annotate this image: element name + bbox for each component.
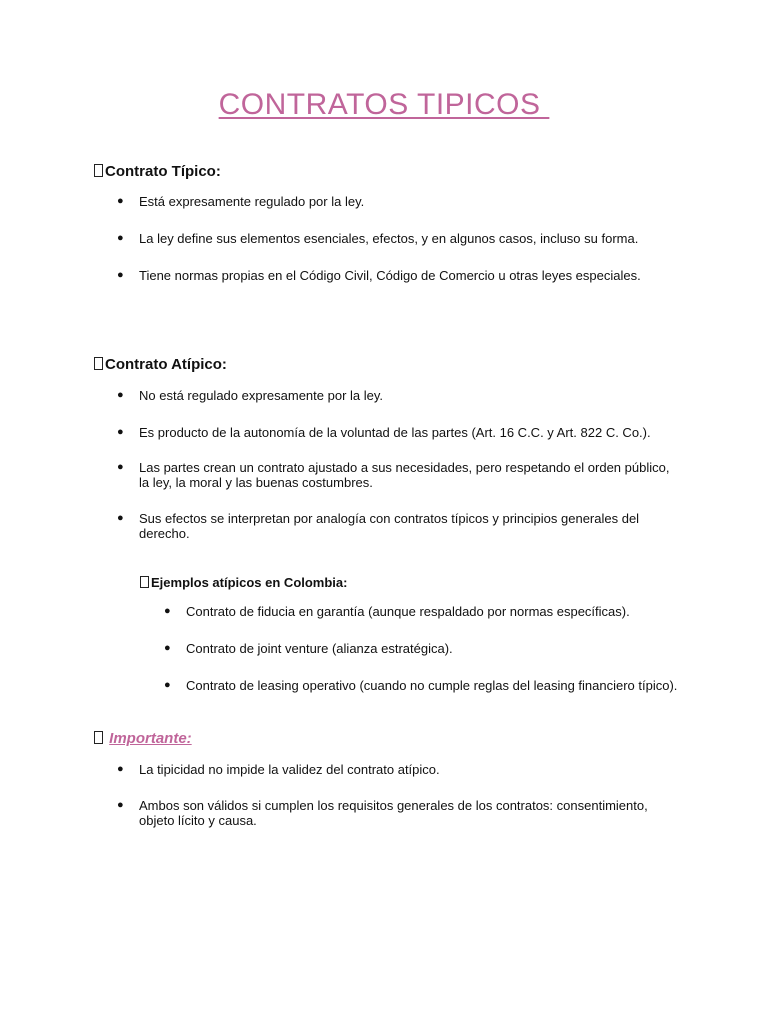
checkbox-glyph-icon xyxy=(140,576,149,588)
bullet-icon: ● xyxy=(117,195,124,207)
section-heading-importante xyxy=(94,730,192,747)
list-item xyxy=(117,762,679,777)
list-item-text: Es producto de la autonomía de la voluntad de las partes (Art. 16 C.C. y Art. 822 C. Co.). xyxy=(139,425,651,440)
bullet-icon: ● xyxy=(117,763,124,775)
bullet-icon: ● xyxy=(117,426,124,438)
bullet-icon: ● xyxy=(117,232,124,244)
list-item-text: Contrato de joint venture (alianza estratégica). xyxy=(186,641,453,656)
section-heading-importante-text: Importante: xyxy=(109,730,192,747)
list-item-text: Las partes crean un contrato ajustado a sus necesidades, pero respetando el orden público, la ley, la moral y las buenas costumbres. xyxy=(139,460,670,490)
list-ejemplos xyxy=(164,604,726,693)
section-heading-ejemplos-text: Ejemplos atípicos en Colombia: xyxy=(151,575,348,590)
list-item xyxy=(117,460,679,490)
list-item xyxy=(117,511,679,541)
bullet-icon: ● xyxy=(164,605,171,617)
bullet-icon: ● xyxy=(164,642,171,654)
list-item-text: Ambos son válidos si cumplen los requisitos generales de los contratos: consentimiento, objeto lícito y causa. xyxy=(139,798,648,828)
list-item-text: No está regulado expresamente por la ley. xyxy=(139,388,384,403)
bullet-icon: ● xyxy=(117,461,124,473)
section-heading-ejemplos xyxy=(140,575,347,590)
section-heading-atipico-text: Contrato Atípico: xyxy=(105,356,227,373)
list-item-text: Contrato de fiducia en garantía (aunque respaldado por normas específicas). xyxy=(186,604,630,619)
list-tipico xyxy=(117,194,699,283)
checkbox-glyph-icon xyxy=(94,164,103,177)
list-item xyxy=(164,678,726,693)
document-title: CONTRATOS TIPICOS xyxy=(218,88,550,121)
list-item-text: Está expresamente regulado por la ley. xyxy=(139,194,365,209)
list-item xyxy=(164,604,726,619)
list-atipico xyxy=(117,388,679,541)
list-item xyxy=(117,425,679,440)
bullet-icon: ● xyxy=(117,799,124,811)
list-item-text: La ley define sus elementos esenciales, efectos, y en algunos casos, incluso su forma. xyxy=(139,231,639,246)
list-item xyxy=(117,231,699,246)
list-item-text: Sus efectos se interpretan por analogía con contratos típicos y principios generales del derecho. xyxy=(139,511,640,541)
section-heading-tipico xyxy=(94,163,221,180)
section-heading-tipico-text: Contrato Típico: xyxy=(105,163,221,180)
list-item xyxy=(117,388,679,403)
checkbox-glyph-icon xyxy=(94,357,103,370)
bullet-icon: ● xyxy=(117,389,124,401)
checkbox-glyph-icon xyxy=(94,731,103,744)
bullet-icon: ● xyxy=(117,269,124,281)
list-importante xyxy=(117,762,679,828)
list-item xyxy=(117,268,699,283)
list-item xyxy=(164,641,726,656)
list-item-text: Tiene normas propias en el Código Civil, Código de Comercio u otras leyes especiales. xyxy=(139,268,641,283)
list-item xyxy=(117,798,679,828)
list-item-text: La tipicidad no impide la validez del contrato atípico. xyxy=(139,762,440,777)
list-item xyxy=(117,194,699,209)
bullet-icon: ● xyxy=(117,512,124,524)
bullet-icon: ● xyxy=(164,679,171,691)
list-item-text: Contrato de leasing operativo (cuando no cumple reglas del leasing financiero típico). xyxy=(186,678,678,693)
section-heading-atipico xyxy=(94,356,227,373)
